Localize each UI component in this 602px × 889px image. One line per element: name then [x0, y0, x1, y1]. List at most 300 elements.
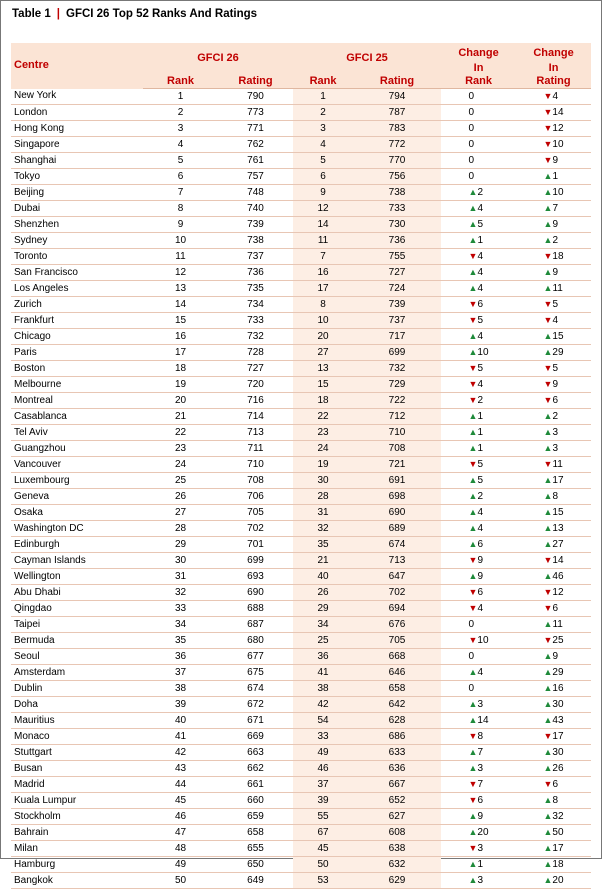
change-in-rating-value: 6: [552, 603, 559, 614]
gfci26-rating: 662: [218, 761, 293, 777]
centre-name: Toronto: [11, 249, 143, 265]
gfci26-rank: 14: [143, 297, 218, 313]
change-in-rating-value: 9: [552, 651, 559, 662]
triangle-up-icon: ▲: [543, 747, 553, 757]
centre-name: Cayman Islands: [11, 553, 143, 569]
change-in-rating-value: 14: [552, 107, 564, 118]
change-in-rank-value: 0: [468, 90, 475, 102]
change-in-rank: [441, 393, 516, 409]
gfci25-rating: 690: [353, 505, 441, 521]
gfci26-rank: 28: [143, 521, 218, 537]
table-row: [11, 473, 591, 489]
triangle-up-icon: ▲: [543, 667, 553, 677]
change-in-rating: [516, 809, 591, 825]
change-in-rank-value: 1: [477, 235, 484, 246]
gfci26-rating: 733: [218, 313, 293, 329]
gfci26-rating: 727: [218, 361, 293, 377]
gfci26-rating: 735: [218, 281, 293, 297]
change-in-rating-value: 29: [552, 667, 564, 678]
change-in-rating-value: 6: [552, 779, 559, 790]
table-row: [11, 137, 591, 153]
table-row: [11, 217, 591, 233]
gfci25-rank: 23: [293, 425, 353, 441]
gfci25-rank: 53: [293, 873, 353, 889]
change-in-rating: [516, 793, 591, 809]
change-in-rank: [441, 233, 516, 249]
gfci25-rating: 732: [353, 361, 441, 377]
change-in-rating: [516, 713, 591, 729]
gfci26-rating: 671: [218, 713, 293, 729]
triangle-up-icon: ▲: [468, 827, 478, 837]
change-in-rank-value: 4: [477, 203, 484, 214]
triangle-up-icon: ▲: [468, 667, 478, 677]
triangle-down-icon: ▼: [468, 251, 478, 261]
triangle-up-icon: ▲: [468, 507, 478, 517]
triangle-down-icon: ▼: [468, 731, 478, 741]
centre-name: Qingdao: [11, 601, 143, 617]
centre-name: Hamburg: [11, 857, 143, 873]
triangle-down-icon: ▼: [543, 123, 553, 133]
table-row: [11, 617, 591, 633]
gfci26-rank: 3: [143, 121, 218, 137]
gfci26-rank: 38: [143, 681, 218, 697]
table-row: [11, 409, 591, 425]
centre-name: Wellington: [11, 569, 143, 585]
gfci25-rating: 755: [353, 249, 441, 265]
change-in-rank: [441, 137, 516, 153]
triangle-down-icon: ▼: [543, 155, 553, 165]
change-in-rating-value: 18: [552, 859, 564, 870]
triangle-up-icon: ▲: [468, 219, 478, 229]
gfci26-rating: 650: [218, 857, 293, 873]
change-in-rank: [441, 265, 516, 281]
change-in-rank: [441, 729, 516, 745]
triangle-up-icon: ▲: [468, 491, 478, 501]
change-in-rank: [441, 537, 516, 553]
gfci25-rank: 39: [293, 793, 353, 809]
change-in-rating: [516, 121, 591, 137]
change-in-rating-value: 17: [552, 475, 564, 486]
triangle-up-icon: ▲: [468, 571, 478, 581]
gfci25-rating: 770: [353, 153, 441, 169]
gfci26-rank: 10: [143, 233, 218, 249]
gfci26-rating: 688: [218, 601, 293, 617]
triangle-up-icon: ▲: [543, 507, 553, 517]
gfci25-rank: 9: [293, 185, 353, 201]
change-in-rating-value: 9: [552, 219, 559, 230]
gfci26-rating: 663: [218, 745, 293, 761]
gfci26-rating: 757: [218, 169, 293, 185]
gfci25-rating: 638: [353, 841, 441, 857]
gfci25-rank: 26: [293, 585, 353, 601]
change-in-rank-value: 4: [477, 283, 484, 294]
change-in-rank-value: 0: [468, 650, 475, 662]
table-row: [11, 297, 591, 313]
table-row: [11, 169, 591, 185]
gfci25-rank: 13: [293, 361, 353, 377]
change-in-rating-value: 3: [552, 427, 559, 438]
change-in-rank: [441, 377, 516, 393]
change-in-rating: [516, 345, 591, 361]
change-in-rank-value: 0: [468, 106, 475, 118]
gfci26-rating: 714: [218, 409, 293, 425]
change-in-rating-value: 9: [552, 379, 559, 390]
triangle-up-icon: ▲: [468, 347, 478, 357]
gfci26-rank: 23: [143, 441, 218, 457]
gfci25-rank: 7: [293, 249, 353, 265]
change-in-rating-value: 11: [552, 283, 563, 294]
change-in-rank: [441, 89, 516, 105]
triangle-up-icon: ▲: [543, 331, 553, 341]
centre-name: Singapore: [11, 137, 143, 153]
gfci26-rank: 34: [143, 617, 218, 633]
header-centre: Centre: [11, 43, 143, 89]
triangle-down-icon: ▼: [543, 315, 553, 325]
table-row: [11, 313, 591, 329]
centre-name: New York: [11, 89, 143, 105]
change-in-rank-value: 7: [477, 747, 484, 758]
gfci26-rank: 26: [143, 489, 218, 505]
gfci25-rating: 691: [353, 473, 441, 489]
gfci26-rating: 661: [218, 777, 293, 793]
gfci25-rating: 668: [353, 649, 441, 665]
gfci25-rank: 16: [293, 265, 353, 281]
gfci26-rank: 46: [143, 809, 218, 825]
gfci25-rank: 31: [293, 505, 353, 521]
centre-name: Dublin: [11, 681, 143, 697]
change-in-rank: [441, 601, 516, 617]
change-in-rank-value: 6: [477, 587, 484, 598]
change-in-rank: [441, 809, 516, 825]
change-in-rank-value: 2: [477, 187, 484, 198]
change-in-rating-value: 25: [552, 635, 564, 646]
change-in-rank: [441, 633, 516, 649]
change-in-rank: [441, 313, 516, 329]
change-in-rank-value: 4: [477, 523, 484, 534]
change-in-rating: [516, 841, 591, 857]
change-in-rank-value: 0: [468, 682, 475, 694]
gfci26-rank: 12: [143, 265, 218, 281]
triangle-up-icon: ▲: [543, 539, 553, 549]
gfci25-rank: 41: [293, 665, 353, 681]
gfci26-rank: 31: [143, 569, 218, 585]
gfci25-rating: 724: [353, 281, 441, 297]
triangle-up-icon: ▲: [543, 203, 553, 213]
gfci26-rating: 672: [218, 697, 293, 713]
gfci25-rating: 736: [353, 233, 441, 249]
table-row: [11, 249, 591, 265]
change-in-rank-value: 0: [468, 154, 475, 166]
gfci26-rank: 5: [143, 153, 218, 169]
change-in-rating: [516, 281, 591, 297]
table-row: [11, 521, 591, 537]
triangle-up-icon: ▲: [543, 283, 553, 293]
change-in-rating: [516, 201, 591, 217]
triangle-down-icon: ▼: [543, 379, 553, 389]
change-in-rank: [441, 361, 516, 377]
table-row: [11, 553, 591, 569]
gfci25-rank: 6: [293, 169, 353, 185]
table-row: [11, 377, 591, 393]
change-in-rank-value: 2: [477, 395, 484, 406]
table-header: [11, 43, 591, 89]
gfci25-rating: 642: [353, 697, 441, 713]
gfci26-rank: 4: [143, 137, 218, 153]
change-in-rating: [516, 585, 591, 601]
gfci25-rating: 633: [353, 745, 441, 761]
change-in-rating-value: 14: [552, 555, 564, 566]
gfci25-rank: 33: [293, 729, 353, 745]
change-in-rating-value: 12: [552, 123, 564, 134]
change-in-rating-value: 11: [552, 459, 563, 470]
gfci25-rank: 37: [293, 777, 353, 793]
change-in-rank-value: 4: [477, 603, 484, 614]
change-in-rank: [441, 425, 516, 441]
gfci25-rank: 38: [293, 681, 353, 697]
centre-name: Los Angeles: [11, 281, 143, 297]
change-in-rank-value: 0: [468, 170, 475, 182]
gfci25-rating: 646: [353, 665, 441, 681]
change-in-rank-value: 1: [477, 427, 484, 438]
change-in-rank: [441, 745, 516, 761]
gfci26-rating: 675: [218, 665, 293, 681]
change-in-rating-value: 10: [552, 187, 564, 198]
change-in-rating: [516, 729, 591, 745]
change-in-rank: [441, 329, 516, 345]
gfci26-rating: 739: [218, 217, 293, 233]
gfci26-rank: 13: [143, 281, 218, 297]
triangle-down-icon: ▼: [543, 107, 553, 117]
table-row: [11, 601, 591, 617]
change-in-rank: [441, 873, 516, 889]
change-in-rank: [441, 585, 516, 601]
gfci25-rank: 29: [293, 601, 353, 617]
gfci25-rating: 702: [353, 585, 441, 601]
gfci26-rating: 680: [218, 633, 293, 649]
triangle-up-icon: ▲: [468, 443, 478, 453]
centre-name: Tokyo: [11, 169, 143, 185]
change-in-rating: [516, 377, 591, 393]
table-row: [11, 393, 591, 409]
triangle-down-icon: ▼: [468, 459, 478, 469]
gfci25-rating: 632: [353, 857, 441, 873]
change-in-rank-value: 4: [477, 267, 484, 278]
triangle-down-icon: ▼: [468, 395, 478, 405]
triangle-up-icon: ▲: [468, 763, 478, 773]
change-in-rating-value: 17: [552, 731, 564, 742]
centre-name: Osaka: [11, 505, 143, 521]
header-gfci25-rating: Rating: [353, 74, 441, 89]
triangle-down-icon: ▼: [468, 315, 478, 325]
change-in-rank-value: 1: [477, 443, 484, 454]
centre-name: Stuttgart: [11, 745, 143, 761]
table-row: [11, 697, 591, 713]
gfci25-rating: 627: [353, 809, 441, 825]
table-row: [11, 265, 591, 281]
table-row: [11, 201, 591, 217]
table-row: [11, 569, 591, 585]
change-in-rating: [516, 537, 591, 553]
table-row: [11, 873, 591, 889]
centre-name: Busan: [11, 761, 143, 777]
change-in-rank: [441, 761, 516, 777]
change-in-rating: [516, 761, 591, 777]
change-in-rank-value: 9: [477, 571, 484, 582]
triangle-up-icon: ▲: [543, 699, 553, 709]
table-row: [11, 233, 591, 249]
header-change-rating-line3: Rating: [516, 74, 591, 89]
change-in-rank-value: 10: [477, 635, 489, 646]
change-in-rank-value: 4: [477, 251, 484, 262]
gfci26-rank: 32: [143, 585, 218, 601]
gfci25-rank: 15: [293, 377, 353, 393]
gfci26-rank: 49: [143, 857, 218, 873]
table-row: [11, 681, 591, 697]
gfci26-rank: 18: [143, 361, 218, 377]
gfci25-rank: 32: [293, 521, 353, 537]
change-in-rank: [441, 153, 516, 169]
gfci25-rank: 67: [293, 825, 353, 841]
table-row: [11, 633, 591, 649]
triangle-up-icon: ▲: [543, 875, 553, 885]
change-in-rating: [516, 553, 591, 569]
change-in-rating: [516, 393, 591, 409]
triangle-up-icon: ▲: [468, 539, 478, 549]
change-in-rank-value: 5: [477, 459, 484, 470]
change-in-rank-value: 4: [477, 667, 484, 678]
change-in-rank-value: 5: [477, 219, 484, 230]
gfci25-rating: 628: [353, 713, 441, 729]
gfci26-rank: 43: [143, 761, 218, 777]
triangle-down-icon: ▼: [543, 139, 553, 149]
table-row: [11, 345, 591, 361]
triangle-up-icon: ▲: [543, 523, 553, 533]
gfci25-rating: 737: [353, 313, 441, 329]
change-in-rating-value: 16: [552, 683, 564, 694]
gfci26-rank: 48: [143, 841, 218, 857]
change-in-rating-value: 4: [552, 91, 559, 102]
gfci26-rating: 701: [218, 537, 293, 553]
change-in-rank: [441, 217, 516, 233]
change-in-rating: [516, 665, 591, 681]
change-in-rank: [441, 521, 516, 537]
gfci25-rating: 658: [353, 681, 441, 697]
change-in-rating: [516, 489, 591, 505]
change-in-rating-value: 32: [552, 811, 564, 822]
header-change-rank-line3: Rank: [441, 74, 516, 89]
gfci25-rank: 22: [293, 409, 353, 425]
header-change-rank-line2: In: [441, 63, 516, 74]
gfci25-rating: 721: [353, 457, 441, 473]
change-in-rating: [516, 153, 591, 169]
centre-name: Paris: [11, 345, 143, 361]
table-row: [11, 537, 591, 553]
change-in-rank: [441, 569, 516, 585]
gfci26-rating: 734: [218, 297, 293, 313]
change-in-rank: [441, 297, 516, 313]
gfci26-rank: 25: [143, 473, 218, 489]
change-in-rating-value: 5: [552, 299, 559, 310]
change-in-rating: [516, 297, 591, 313]
header-gfci26-rank: Rank: [143, 74, 218, 89]
gfci26-rating: 649: [218, 873, 293, 889]
centre-name: Washington DC: [11, 521, 143, 537]
gfci26-rating: 738: [218, 233, 293, 249]
table-row: [11, 665, 591, 681]
gfci25-rank: 55: [293, 809, 353, 825]
change-in-rating: [516, 601, 591, 617]
change-in-rating: [516, 633, 591, 649]
centre-name: Abu Dhabi: [11, 585, 143, 601]
triangle-up-icon: ▲: [543, 443, 553, 453]
gfci25-rating: 772: [353, 137, 441, 153]
change-in-rating: [516, 313, 591, 329]
change-in-rating-value: 2: [552, 235, 559, 246]
change-in-rank-value: 6: [477, 795, 484, 806]
centre-name: Madrid: [11, 777, 143, 793]
gfci25-rank: 54: [293, 713, 353, 729]
triangle-up-icon: ▲: [543, 859, 553, 869]
header-gfci25: GFCI 25: [293, 43, 441, 74]
change-in-rating: [516, 105, 591, 121]
centre-name: Vancouver: [11, 457, 143, 473]
table-row: [11, 761, 591, 777]
triangle-down-icon: ▼: [543, 635, 553, 645]
gfci25-rank: 28: [293, 489, 353, 505]
gfci25-rank: 24: [293, 441, 353, 457]
change-in-rating-value: 30: [552, 747, 564, 758]
table-row: [11, 729, 591, 745]
gfci25-rank: 5: [293, 153, 353, 169]
header-gfci26: GFCI 26: [143, 43, 293, 74]
change-in-rating: [516, 505, 591, 521]
gfci25-rating: 698: [353, 489, 441, 505]
change-in-rank: [441, 345, 516, 361]
change-in-rating-value: 46: [552, 571, 564, 582]
triangle-down-icon: ▼: [468, 363, 478, 373]
triangle-down-icon: ▼: [543, 587, 553, 597]
change-in-rating: [516, 169, 591, 185]
change-in-rating-value: 13: [552, 523, 564, 534]
triangle-up-icon: ▲: [543, 171, 553, 181]
table-row: [11, 153, 591, 169]
change-in-rank: [441, 409, 516, 425]
triangle-down-icon: ▼: [543, 251, 553, 261]
change-in-rating: [516, 825, 591, 841]
gfci25-rank: 3: [293, 121, 353, 137]
change-in-rating-value: 11: [552, 619, 563, 630]
triangle-down-icon: ▼: [543, 555, 553, 565]
table-row: [11, 745, 591, 761]
gfci26-rating: 790: [218, 89, 293, 105]
centre-name: Montreal: [11, 393, 143, 409]
change-in-rank: [441, 665, 516, 681]
gfci26-rating: 690: [218, 585, 293, 601]
change-in-rank: [441, 201, 516, 217]
change-in-rating: [516, 329, 591, 345]
gfci25-rating: 717: [353, 329, 441, 345]
triangle-down-icon: ▼: [543, 91, 553, 101]
change-in-rating-value: 5: [552, 363, 559, 374]
gfci26-rating: 740: [218, 201, 293, 217]
change-in-rank-value: 0: [468, 138, 475, 150]
centre-name: Bangkok: [11, 873, 143, 889]
centre-name: Kuala Lumpur: [11, 793, 143, 809]
change-in-rank-value: 6: [477, 299, 484, 310]
caption-separator: |: [56, 8, 60, 20]
change-in-rating-value: 50: [552, 827, 564, 838]
gfci26-rating: 771: [218, 121, 293, 137]
